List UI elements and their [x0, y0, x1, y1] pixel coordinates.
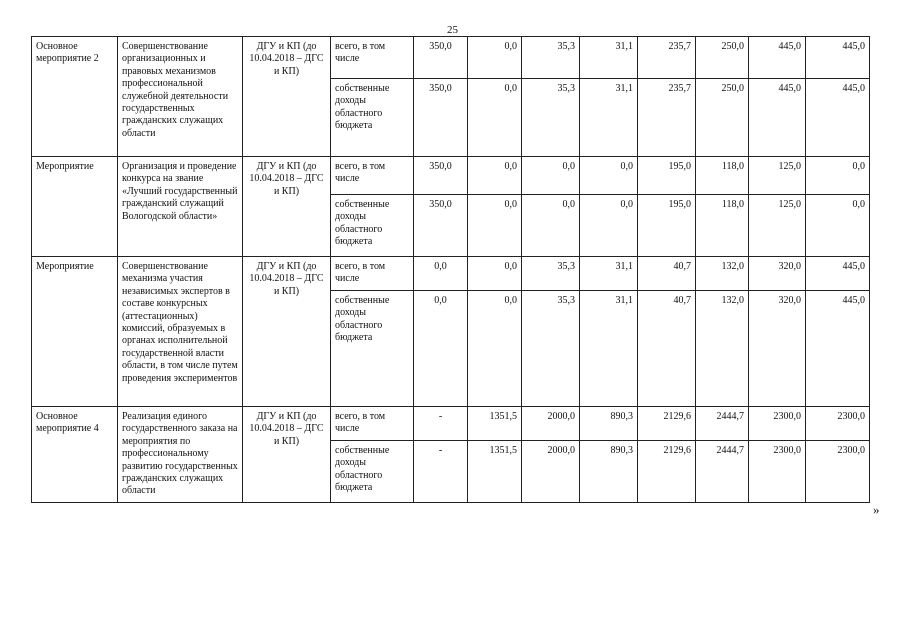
value-cell: 118,0 — [696, 195, 749, 257]
activity-description: Совершенствование механизма участия независимых экспертов в составе конкурсных (аттестационных) комиссий, образуемых в органах исполнительной государственной власти области, в том числе путем проведения экспериментов — [118, 257, 243, 407]
activity-executor: ДГУ и КП (до 10.04.2018 – ДГС и КП) — [243, 257, 331, 407]
activity-name: Основное мероприятие 2 — [32, 37, 118, 157]
value-cell: 35,3 — [522, 291, 580, 407]
value-cell: 2129,6 — [638, 407, 696, 441]
value-cell: - — [414, 407, 468, 441]
value-cell: 2300,0 — [806, 441, 870, 503]
value-cell: 445,0 — [749, 37, 806, 79]
value-cell: 31,1 — [580, 257, 638, 291]
value-cell: 31,1 — [580, 291, 638, 407]
value-cell: 0,0 — [414, 257, 468, 291]
value-cell: 195,0 — [638, 195, 696, 257]
activity-description: Совершенствование организационных и правовых механизмов профессиональной служебной деятельности государственных гражданских служащих области — [118, 37, 243, 157]
value-cell: 320,0 — [749, 291, 806, 407]
value-cell: 2444,7 — [696, 407, 749, 441]
value-cell: 890,3 — [580, 407, 638, 441]
value-cell: 350,0 — [414, 37, 468, 79]
value-cell: 132,0 — [696, 291, 749, 407]
value-cell: 2444,7 — [696, 441, 749, 503]
activity-executor: ДГУ и КП (до 10.04.2018 – ДГС и КП) — [243, 407, 331, 503]
value-cell: 0,0 — [468, 37, 522, 79]
value-cell: 350,0 — [414, 157, 468, 195]
value-cell: 350,0 — [414, 79, 468, 157]
value-cell: 0,0 — [580, 157, 638, 195]
value-cell: 2000,0 — [522, 441, 580, 503]
value-cell: 31,1 — [580, 37, 638, 79]
value-cell: 0,0 — [414, 291, 468, 407]
value-cell: 0,0 — [468, 195, 522, 257]
value-cell: 0,0 — [468, 291, 522, 407]
value-cell: 320,0 — [749, 257, 806, 291]
value-cell: 1351,5 — [468, 441, 522, 503]
value-cell: 250,0 — [696, 79, 749, 157]
value-cell: 40,7 — [638, 257, 696, 291]
page-number: 25 — [447, 24, 458, 36]
value-cell: 890,3 — [580, 441, 638, 503]
funding-source: собственные доходы областного бюджета — [331, 441, 414, 503]
table-row — [32, 407, 870, 441]
value-cell: 40,7 — [638, 291, 696, 407]
closing-quote: » — [873, 502, 880, 517]
value-cell: 125,0 — [749, 195, 806, 257]
activity-name: Мероприятие — [32, 257, 118, 407]
value-cell: - — [414, 441, 468, 503]
funding-source: всего, в том числе — [331, 37, 414, 79]
activity-description: Организация и проведение конкурса на звание «Лучший государственный гражданский служащий Вологодской области» — [118, 157, 243, 257]
value-cell: 118,0 — [696, 157, 749, 195]
budget-table — [31, 36, 870, 503]
value-cell: 445,0 — [749, 79, 806, 157]
activity-executor: ДГУ и КП (до 10.04.2018 – ДГС и КП) — [243, 157, 331, 257]
value-cell: 2000,0 — [522, 407, 580, 441]
value-cell: 31,1 — [580, 79, 638, 157]
value-cell: 0,0 — [468, 257, 522, 291]
value-cell: 0,0 — [806, 157, 870, 195]
funding-source: всего, в том числе — [331, 407, 414, 441]
funding-source: всего, в том числе — [331, 157, 414, 195]
value-cell: 35,3 — [522, 37, 580, 79]
value-cell: 35,3 — [522, 79, 580, 157]
activity-name: Мероприятие — [32, 157, 118, 257]
value-cell: 2300,0 — [806, 407, 870, 441]
value-cell: 350,0 — [414, 195, 468, 257]
value-cell: 235,7 — [638, 37, 696, 79]
funding-source: собственные доходы областного бюджета — [331, 291, 414, 407]
value-cell: 445,0 — [806, 79, 870, 157]
value-cell: 2129,6 — [638, 441, 696, 503]
funding-source: собственные доходы областного бюджета — [331, 195, 414, 257]
table-row — [32, 157, 870, 195]
activity-executor: ДГУ и КП (до 10.04.2018 – ДГС и КП) — [243, 37, 331, 157]
value-cell: 250,0 — [696, 37, 749, 79]
table-row — [32, 257, 870, 291]
value-cell: 0,0 — [522, 195, 580, 257]
activity-description: Реализация единого государственного заказа на мероприятия по профессиональному развитию государственных гражданских служащих области — [118, 407, 243, 503]
value-cell: 445,0 — [806, 291, 870, 407]
value-cell: 445,0 — [806, 257, 870, 291]
funding-source: всего, в том числе — [331, 257, 414, 291]
funding-source: собственные доходы областного бюджета — [331, 79, 414, 157]
value-cell: 235,7 — [638, 79, 696, 157]
table-row — [32, 37, 870, 79]
value-cell: 2300,0 — [749, 441, 806, 503]
value-cell: 132,0 — [696, 257, 749, 291]
value-cell: 35,3 — [522, 257, 580, 291]
value-cell: 0,0 — [468, 157, 522, 195]
value-cell: 2300,0 — [749, 407, 806, 441]
value-cell: 195,0 — [638, 157, 696, 195]
value-cell: 1351,5 — [468, 407, 522, 441]
value-cell: 0,0 — [806, 195, 870, 257]
value-cell: 445,0 — [806, 37, 870, 79]
value-cell: 0,0 — [580, 195, 638, 257]
value-cell: 0,0 — [468, 79, 522, 157]
value-cell: 125,0 — [749, 157, 806, 195]
value-cell: 0,0 — [522, 157, 580, 195]
activity-name: Основное мероприятие 4 — [32, 407, 118, 503]
